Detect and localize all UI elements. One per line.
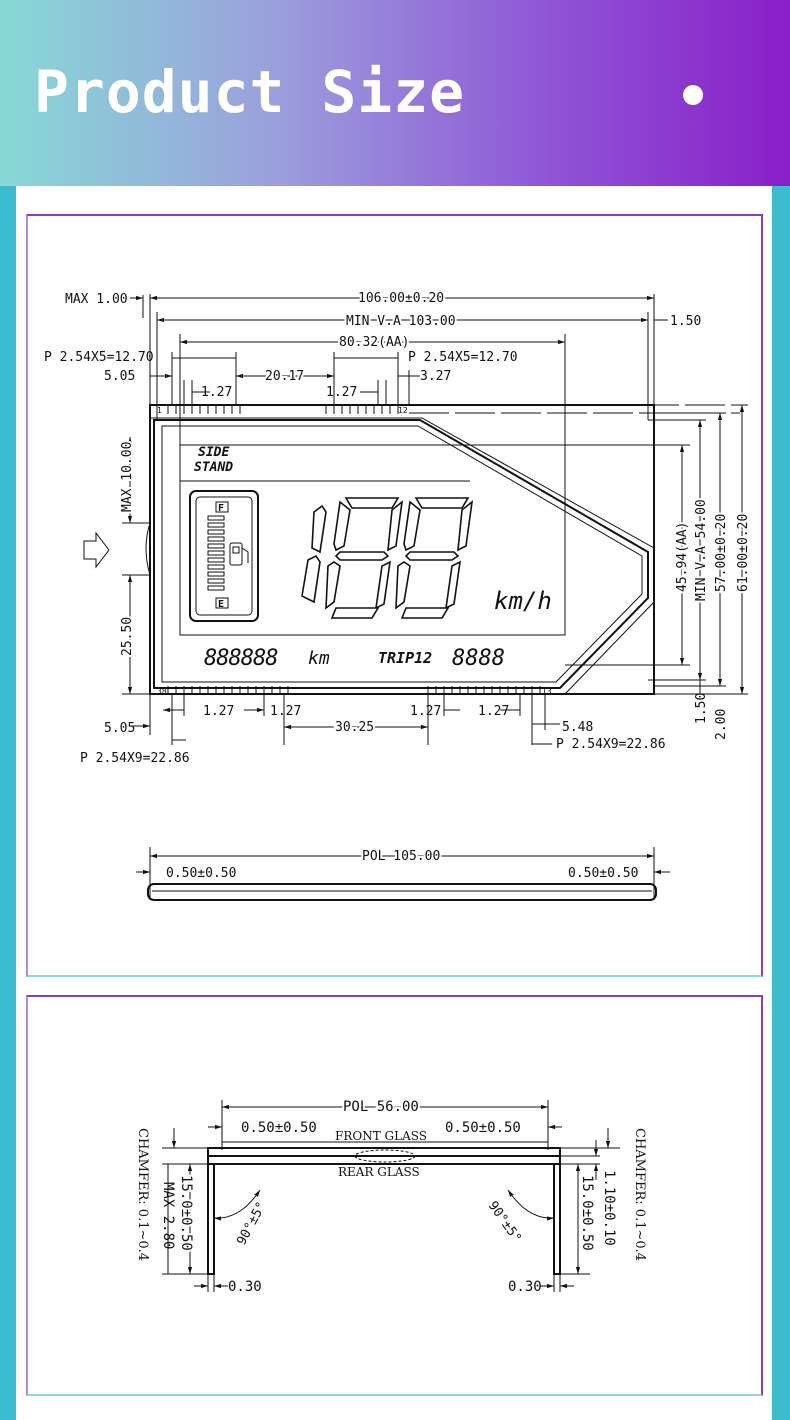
aa-height-label: 45.94(AA): [675, 521, 690, 592]
fuel-full-label: F: [218, 503, 225, 514]
pol-right-label: 0.50±0.50: [568, 866, 639, 881]
trip-label: TRIP12: [378, 649, 433, 667]
bottom-right-offset-label: 5.48: [562, 720, 594, 735]
page-title: Product Size: [34, 58, 466, 126]
trip-digits: 8888: [452, 646, 505, 671]
angle-left-label: 90°±5°: [234, 1199, 270, 1248]
angle-right-label: 90°±5°: [484, 1198, 524, 1246]
pin-13-label: 13: [542, 687, 552, 696]
pin-length-right-label: 15.0±0.50: [579, 1175, 595, 1251]
bottom-pitch-2-label: 1.27: [270, 704, 302, 719]
odometer-digits: 888888: [204, 646, 278, 671]
bottom-gap-label: 30.25: [335, 720, 375, 735]
top-pitch-right-label: 1.27: [326, 385, 358, 400]
side-max-height-label: MAX 2.80: [160, 1182, 176, 1250]
bottom-pitch-4-label: 1.27: [478, 704, 510, 719]
bottom-left-offset-label: 5.05: [104, 721, 136, 736]
pin-width-right-label: 0.30: [508, 1279, 542, 1295]
top-gap-label: 20.17: [265, 369, 305, 384]
top-left-offset-label: 5.05: [104, 369, 136, 384]
pin-12-label: 12: [398, 406, 408, 415]
bottom-pitch-3-label: 1.27: [410, 704, 442, 719]
speed-digit-2: [326, 498, 402, 618]
bottom-200-label: 2.00: [714, 708, 729, 740]
side-view: [135, 1099, 647, 1295]
arrow-right-icon: [84, 533, 109, 567]
max-1-label: MAX 1.00: [65, 292, 128, 307]
pin-1-label: 1: [157, 406, 162, 415]
rear-glass-label: REAR GLASS: [338, 1165, 420, 1179]
chamfer-left-label: CHAMFER: 0.1~0.4: [135, 1128, 150, 1262]
side-stand-line1: SIDE: [198, 445, 230, 460]
pitch-bottom-left-label: P 2.54X9=22.86: [80, 751, 190, 766]
pin-38-label: 38: [157, 687, 167, 696]
max-height-label: MAX 10.00: [120, 441, 135, 512]
side-pol-left-label: 0.50±0.50: [241, 1120, 317, 1136]
fuel-pump-icon: [230, 543, 248, 565]
front-glass-label: FRONT GLASS: [335, 1129, 427, 1143]
speed-digit-3: [396, 498, 472, 618]
pitch-bottom-right-label: P 2.54X9=22.86: [556, 737, 666, 752]
min-va-height-label: MIN V.A 54.00: [694, 499, 709, 601]
min-va-label: MIN V.A 103.00: [346, 314, 456, 329]
side-pol-right-label: 0.50±0.50: [445, 1120, 521, 1136]
bottom-150-label: 1.50: [694, 692, 709, 724]
pol-left-label: 0.50±0.50: [166, 866, 237, 881]
side-stand-line2: STAND: [194, 460, 234, 475]
pitch-top-left-label: P 2.54X5=12.70: [44, 350, 154, 365]
speed-digit-1: [302, 506, 326, 602]
width-total-label: 106.00±0.20: [358, 291, 445, 306]
chamfer-right-label: CHAMFER: 0.1~0.4: [632, 1128, 647, 1262]
pin-width-left-label: 0.30: [228, 1279, 262, 1295]
odometer-unit: km: [308, 648, 330, 669]
pin-length-left-label: 15.0±0.50: [178, 1175, 194, 1251]
aa-width-label: 80.32(AA): [339, 335, 410, 350]
pitch-top-right-label: P 2.54X5=12.70: [408, 350, 518, 365]
left-vertical-label: 25.50: [120, 616, 135, 656]
side-pol-label: POL 56.00: [343, 1099, 419, 1115]
height-61-label: 61.00±0.20: [736, 513, 751, 592]
top-pitch-left-label: 1.27: [201, 385, 233, 400]
pol-length-label: POL 105.00: [362, 849, 441, 864]
front-view: [44, 291, 751, 900]
height-57-label: 57.00±0.20: [714, 513, 729, 592]
speed-unit: km/h: [494, 587, 552, 615]
bottom-pitch-1-label: 1.27: [203, 704, 235, 719]
top-right-offset-label: 3.27: [420, 369, 452, 384]
glass-thickness-label: 1.10±0.10: [601, 1170, 617, 1246]
right-gap-label: 1.50: [670, 314, 702, 329]
fuel-empty-label: E: [218, 599, 225, 610]
